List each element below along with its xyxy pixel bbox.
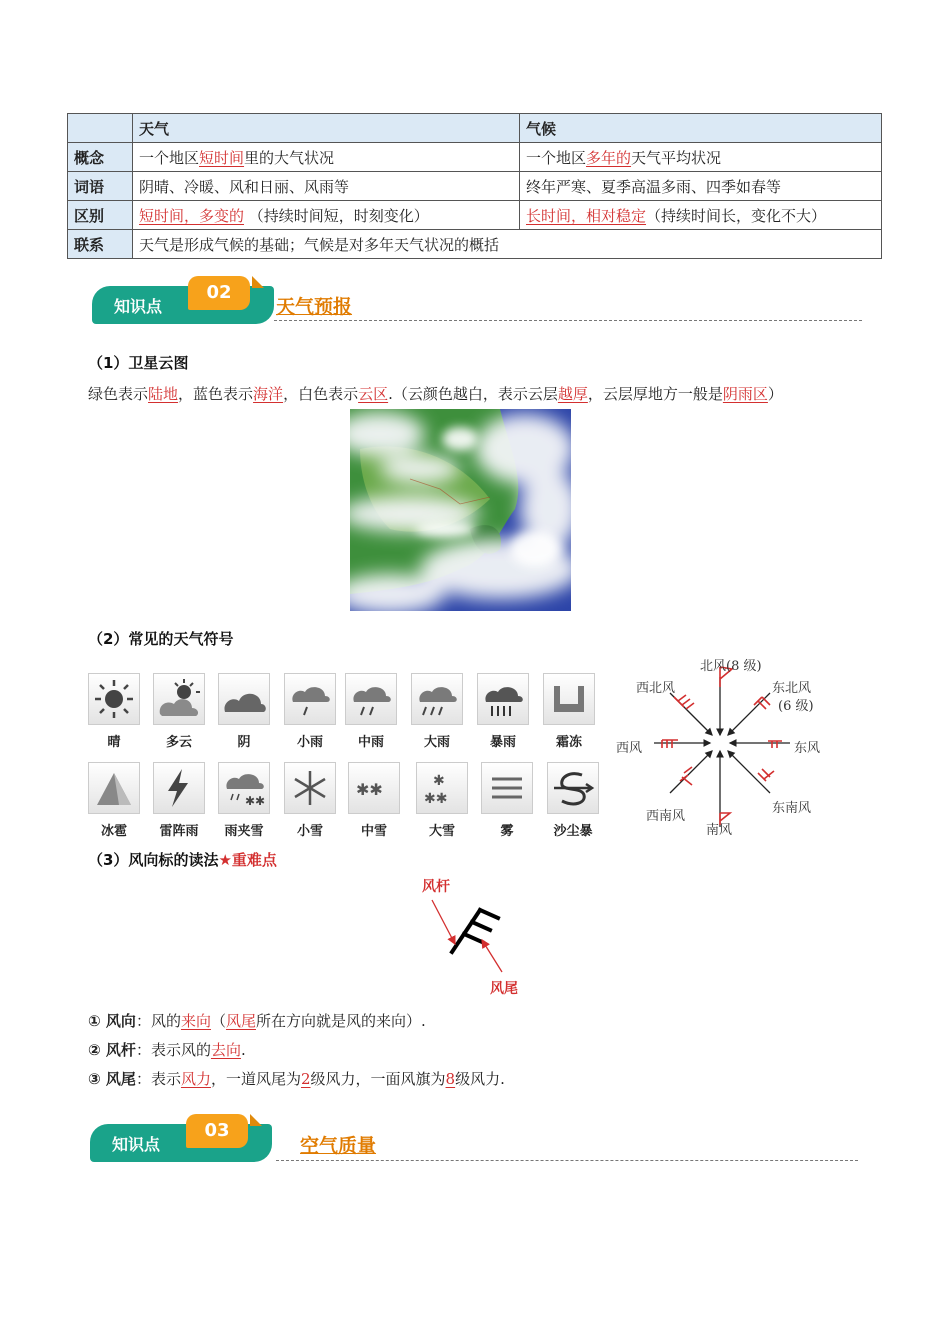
text-run: ③ 风尾: [88, 1070, 136, 1088]
table-row: [68, 143, 882, 172]
text-run: 级风力，一面风旗为: [310, 1070, 446, 1088]
heavy-rain-icon: [411, 673, 463, 725]
badge-fold: [250, 1114, 262, 1126]
svg-text:✱✱: ✱✱: [245, 794, 266, 808]
satellite-description: [88, 383, 783, 404]
weather-symbol: [547, 762, 599, 839]
fog-icon: [481, 762, 533, 814]
wind-label-west: 西风: [616, 741, 643, 756]
answer-text: 风力: [180, 1070, 211, 1088]
text-run: ：表示风的: [135, 1041, 211, 1059]
heavy-snow-icon: [416, 762, 468, 814]
answer-text: 越厚: [557, 385, 588, 403]
text-run: （持续时间长，变化不大）: [646, 206, 827, 225]
text-run: 所在方向就是风的来向）.: [256, 1012, 426, 1030]
section-divider: [274, 320, 862, 321]
text-run: （: [210, 1012, 226, 1030]
weather-symbol: [88, 762, 140, 839]
table-header-cell: 天气: [133, 114, 520, 143]
table-cell: [133, 143, 520, 172]
text-run: ：风的: [135, 1012, 181, 1030]
table-cell: [133, 230, 882, 259]
table-row: [68, 201, 882, 230]
table-cell: [133, 201, 520, 230]
weather-climate-table: [67, 113, 882, 259]
answer-text: 风尾: [225, 1012, 256, 1030]
text-run: .（云颜色越白，表示云层: [388, 385, 558, 403]
weather-symbol-label: 霜冻: [555, 735, 582, 750]
wind-vane-figure: [400, 872, 540, 997]
weather-symbol-label: 大雪: [428, 824, 455, 839]
weather-symbol: [218, 673, 270, 750]
section-title: 天气预报: [276, 296, 353, 318]
svg-text:✱✱: ✱✱: [424, 791, 448, 807]
weather-symbol: [348, 762, 400, 839]
sandstorm-icon: [547, 762, 599, 814]
answer-text: 来向: [180, 1012, 211, 1030]
thunderstorm-icon: [153, 762, 205, 814]
weather-symbol-label: 中雪: [360, 824, 387, 839]
wind-reading-title: （3）风向标的读法: [88, 851, 219, 869]
table-cell: [133, 172, 520, 201]
wind-direction-diagram: [612, 655, 852, 840]
text-run: ，一道风尾为: [210, 1070, 301, 1088]
wind-item-tail: [88, 1068, 505, 1089]
hail-icon: [88, 762, 140, 814]
weather-symbol: [411, 673, 463, 750]
wind-item-direction: [88, 1010, 426, 1031]
table-cell: [520, 143, 882, 172]
text-run: 一个地区: [526, 148, 587, 167]
symbols-heading: （2）常见的天气符号: [88, 630, 234, 648]
weather-symbol: [88, 673, 140, 750]
weather-symbol: [153, 673, 205, 750]
wind-label-south: 南风: [706, 823, 733, 838]
weather-symbol-label: 雨夹雪: [224, 824, 264, 839]
answer-text: 海洋: [253, 385, 284, 403]
wind-label-northeast-level: (6 级): [778, 699, 814, 714]
moderate-rain-icon: [345, 673, 397, 725]
badge-label: 知识点: [114, 297, 163, 316]
row-label: 区别: [68, 201, 133, 230]
text-run: 终年严寒、夏季高温多雨、四季如春等: [526, 177, 782, 196]
wind-item-shaft: [88, 1039, 246, 1060]
text-run: ）: [767, 385, 783, 403]
text-run: .: [240, 1041, 246, 1059]
light-snow-icon: [284, 762, 336, 814]
table-header-row: [68, 114, 882, 143]
weather-symbol-label: 冰雹: [100, 824, 127, 839]
text-run: 里的大气状况: [244, 148, 335, 167]
table-header-cell: [68, 114, 133, 143]
wind-reading-heading: [88, 849, 277, 870]
table-cell: [520, 172, 882, 201]
weather-symbol-label: 雾: [500, 824, 514, 839]
label-wind-shaft: 风杆: [422, 879, 450, 895]
sun-icon: [88, 673, 140, 725]
wind-label-northwest: 西北风: [636, 681, 676, 696]
text-run: （持续时间短，时刻变化）: [244, 206, 429, 225]
knowledge-badge-03: [90, 1118, 272, 1160]
weather-symbol: [416, 762, 468, 839]
section-divider: [276, 1160, 858, 1161]
text-run: 绿色表示: [88, 385, 149, 403]
light-rain-icon: [284, 673, 336, 725]
weather-symbol-label: 暴雨: [489, 735, 516, 750]
text-run: ① 风向: [88, 1012, 136, 1030]
badge-label: 知识点: [112, 1135, 161, 1154]
answer-text: 云区: [358, 385, 389, 403]
weather-symbol: [284, 762, 336, 839]
wind-label-southwest: 西南风: [646, 809, 686, 824]
text-run: 级风力.: [455, 1070, 505, 1088]
answer-text: 陆地: [148, 385, 179, 403]
weather-symbol-label: 多云: [165, 735, 192, 750]
answer-text: 短时间: [199, 148, 245, 167]
table-cell: [520, 201, 882, 230]
answer-text: 2: [300, 1070, 311, 1088]
moderate-snow-icon: [348, 762, 400, 814]
text-run: 阴晴、冷暖、风和日丽、风雨等: [139, 177, 350, 196]
weather-symbol: [218, 762, 270, 839]
text-run: 天气平均状况: [631, 148, 722, 167]
wind-label-southeast: 东南风: [772, 801, 812, 816]
answer-text: 8: [445, 1070, 456, 1088]
weather-symbol: [345, 673, 397, 750]
text-run: ，白色表示: [283, 385, 359, 403]
badge-fold: [252, 276, 264, 288]
table-row: [68, 172, 882, 201]
frost-icon: [543, 673, 595, 725]
satellite-heading: （1）卫星云图: [88, 354, 189, 372]
text-run: 天气是形成气候的基础；气候是对多年天气状况的概括: [139, 235, 500, 254]
answer-text: 长时间，相对稳定: [526, 206, 647, 225]
row-label: 词语: [68, 172, 133, 201]
badge-number: 03: [186, 1114, 248, 1148]
answer-text: 阴雨区: [722, 385, 768, 403]
text-run: ② 风杆: [88, 1041, 136, 1059]
weather-symbol: [477, 673, 529, 750]
weather-symbol-label: 中雨: [357, 735, 384, 750]
wind-label-east: 东风: [794, 741, 821, 756]
answer-text: 多年的: [586, 148, 632, 167]
rainstorm-icon: [477, 673, 529, 725]
wind-label-northeast: 东北风: [772, 681, 812, 696]
weather-symbol-label: 大雨: [423, 735, 450, 750]
weather-symbol-label: 晴: [107, 735, 121, 750]
satellite-cloud-image: [350, 409, 571, 611]
sleet-icon: [218, 762, 270, 814]
overcast-icon: [218, 673, 270, 725]
row-label: 联系: [68, 230, 133, 259]
row-label: 概念: [68, 143, 133, 172]
answer-text: 去向: [210, 1041, 241, 1059]
text-run: 一个地区: [139, 148, 200, 167]
knowledge-badge-02: [92, 280, 274, 322]
key-point-star: ★重难点: [218, 851, 277, 869]
weather-symbol-label: 雷阵雨: [159, 824, 199, 839]
text-run: ：表示: [135, 1070, 181, 1088]
weather-symbol: [153, 762, 205, 839]
wind-label-north: 北风(8 级): [700, 659, 762, 674]
partly-cloudy-icon: [153, 673, 205, 725]
weather-symbol-label: 小雪: [296, 824, 323, 839]
weather-symbol: [543, 673, 595, 750]
answer-text: 短时间，多变的: [139, 206, 245, 225]
weather-symbol-label: 沙尘暴: [553, 824, 593, 839]
label-wind-tail: 风尾: [490, 981, 518, 997]
weather-symbol-label: 阴: [237, 735, 251, 750]
section-title: 空气质量: [300, 1135, 377, 1157]
svg-text:✱: ✱: [433, 773, 445, 789]
weather-symbol-label: 小雨: [296, 735, 323, 750]
text-run: ，云层厚地方一般是: [587, 385, 723, 403]
table-header-cell: 气候: [520, 114, 882, 143]
badge-number: 02: [188, 276, 250, 310]
table-row: [68, 230, 882, 259]
weather-symbol: [284, 673, 336, 750]
svg-text:✱✱: ✱✱: [356, 780, 383, 799]
weather-symbol: [481, 762, 533, 839]
text-run: ，蓝色表示: [178, 385, 254, 403]
